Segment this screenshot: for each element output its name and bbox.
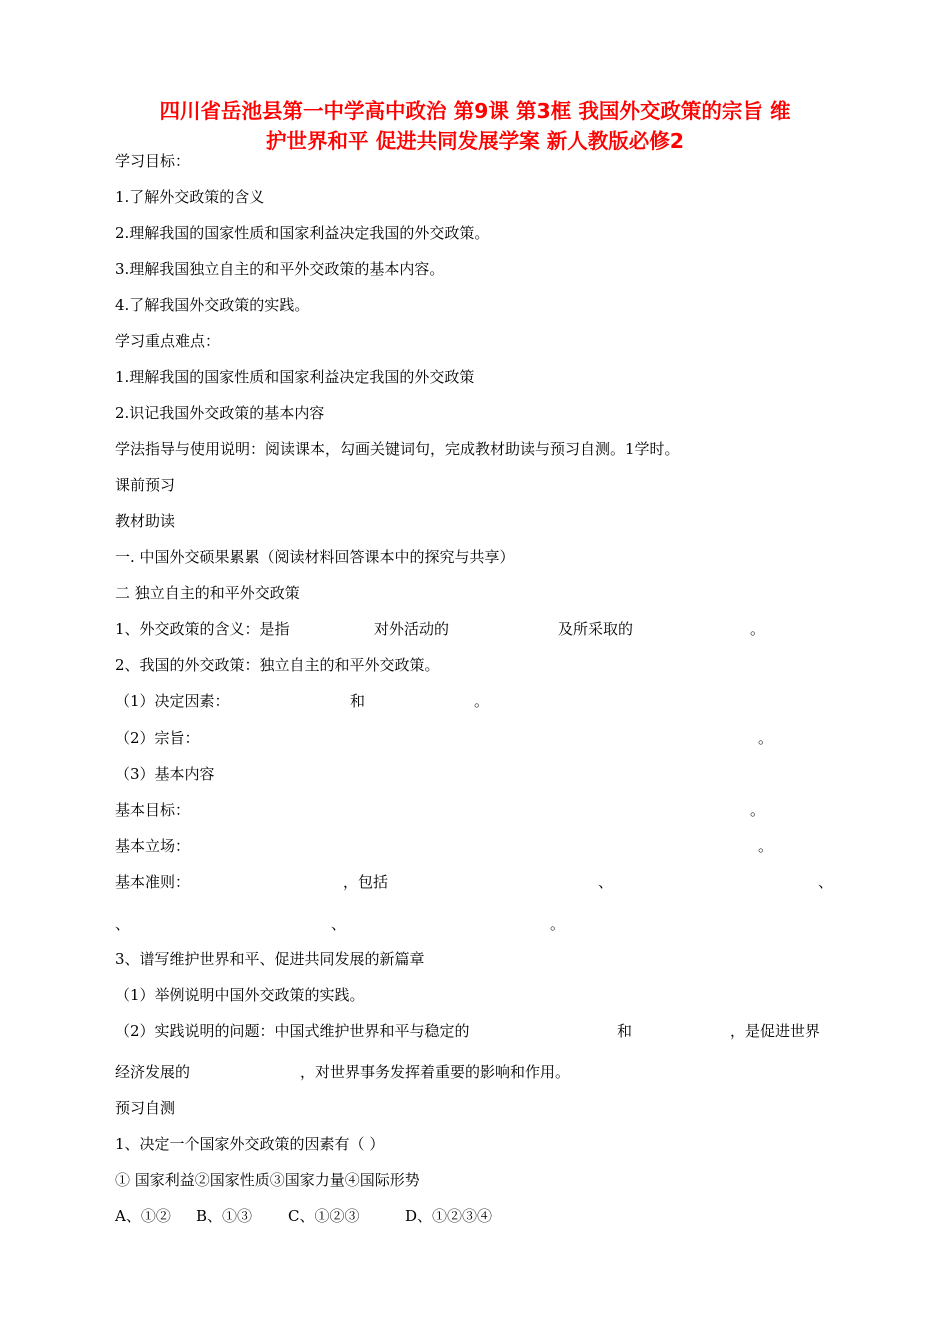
basic-norm-sep-2: 、 — [818, 873, 834, 891]
q3-2-text-b: 和 — [617, 1022, 633, 1040]
q3-2-text-c: ，是促进世界 — [730, 1022, 821, 1040]
title-line-2: 护世界和平 促进共同发展学案 新人教版必修2 — [265, 129, 685, 153]
basic-norm-cont-sep-2: 、 — [331, 915, 347, 933]
q3-text: 3、谱写维护世界和平、促进共同发展的新篇章 — [115, 950, 425, 968]
basic-stance-label: 基本立场： — [115, 837, 191, 855]
test-q1-option-c: C、①②③ — [288, 1207, 360, 1225]
basic-norm-including: ，包括 — [343, 873, 389, 891]
q2-1-text-b: 和 — [350, 692, 366, 710]
test-q1-items: ① 国家利益②国家性质③国家力量④国际形势 — [115, 1171, 420, 1189]
q2-text: 2、我国的外交政策：独立自主的和平外交政策。 — [115, 656, 440, 674]
basic-norm-label: 基本准则： — [115, 873, 191, 891]
q3-2-text-a: （2）实践说明的问题：中国式维护世界和平与稳定的 — [115, 1022, 470, 1040]
self-test-heading: 预习自测 — [115, 1099, 176, 1117]
section-2-heading: 二 独立自主的和平外交政策 — [115, 584, 300, 602]
basic-goal-label: 基本目标： — [115, 801, 191, 819]
q2-1-text-c: 。 — [474, 692, 490, 710]
basic-stance-end: 。 — [758, 837, 774, 855]
q1-text-b: 对外活动的 — [374, 620, 450, 638]
basic-goal-end: 。 — [750, 801, 766, 819]
key-points-heading: 学习重点难点： — [115, 332, 221, 350]
test-q1-option-d: D、①②③④ — [405, 1207, 493, 1225]
document-title — [100, 96, 850, 156]
q1-text-c: 及所采取的 — [558, 620, 634, 638]
q3-2-cont-text-b: ，对世界事务发挥着重要的影响和作用。 — [300, 1063, 571, 1081]
q2-2-text-a: （2）宗旨： — [115, 729, 200, 747]
method-text: 学法指导与使用说明：阅读课本，勾画关键词句，完成教材助读与预习自测。1学时。 — [115, 440, 680, 458]
objective-item-3: 3.理解我国独立自主的和平外交政策的基本内容。 — [115, 260, 445, 278]
key-point-item-2: 2.识记我国外交政策的基本内容 — [115, 404, 325, 422]
objective-item-1: 1.了解外交政策的含义 — [115, 188, 265, 206]
q2-2-text-b: 。 — [758, 729, 774, 747]
preview-heading: 课前预习 — [115, 476, 176, 494]
title-line-1: 四川省岳池县第一中学高中政治 第9课 第3框 我国外交政策的宗旨 维 — [159, 99, 791, 123]
q3-1-text: （1）举例说明中国外交政策的实践。 — [115, 986, 365, 1004]
section-1-heading: 一. 中国外交硕果累累（阅读材料回答课本中的探究与共享） — [115, 548, 515, 566]
test-q1-text: 1、决定一个国家外交政策的因素有（ ） — [115, 1135, 385, 1153]
objective-item-2: 2.理解我国的国家性质和国家利益决定我国的外交政策。 — [115, 224, 490, 242]
key-point-item-1: 1.理解我国的国家性质和国家利益决定我国的外交政策 — [115, 368, 475, 386]
q1-text-a: 1、外交政策的含义：是指 — [115, 620, 290, 638]
q3-2-cont-text-a: 经济发展的 — [115, 1063, 191, 1081]
q1-text-d: 。 — [750, 620, 766, 638]
test-q1-option-a: A、①② — [115, 1207, 171, 1225]
objectives-heading: 学习目标： — [115, 152, 191, 170]
objective-item-4: 4.了解我国外交政策的实践。 — [115, 296, 310, 314]
textbook-guide-heading: 教材助读 — [115, 512, 176, 530]
basic-norm-cont-sep-1: 、 — [115, 915, 131, 933]
q2-3-text: （3）基本内容 — [115, 765, 215, 783]
q2-1-text-a: （1）决定因素： — [115, 692, 230, 710]
basic-norm-sep-1: 、 — [598, 873, 614, 891]
basic-norm-cont-end: 。 — [550, 915, 566, 933]
test-q1-option-b: B、①③ — [196, 1207, 253, 1225]
